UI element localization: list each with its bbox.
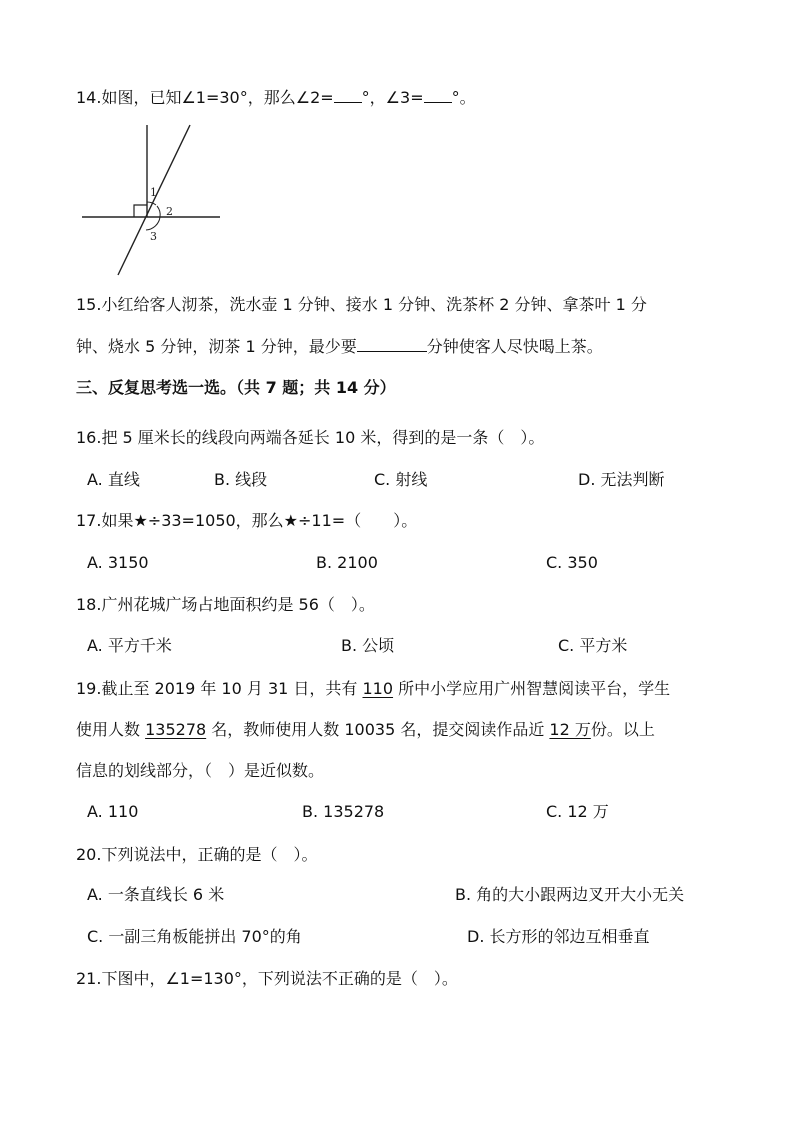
question-17-stem: 17.如果★÷33=1050，那么★÷11=（ ）。	[76, 511, 418, 530]
q19-option-c[interactable]: C. 12 万	[546, 802, 609, 821]
q17-option-c[interactable]: C. 350	[546, 553, 598, 572]
q18-option-c[interactable]: C. 平方米	[558, 636, 628, 655]
q16-option-c[interactable]: C. 射线	[374, 470, 428, 489]
q16-option-b[interactable]: B. 线段	[214, 470, 268, 489]
q19-underlined-12wan: 12 万	[549, 720, 591, 739]
question-20-stem: 20.下列说法中，正确的是（ ）。	[76, 845, 318, 864]
angle-arc-2	[157, 206, 160, 217]
q14-angle-figure	[78, 122, 228, 280]
question-14	[76, 88, 476, 108]
question-15-line2	[76, 337, 603, 357]
q19-text-2b: 名，教师使用人数 10035 名，提交阅读作品近	[206, 720, 550, 739]
question-21-stem: 21.下图中，∠1=130°，下列说法不正确的是（ ）。	[76, 969, 458, 988]
angle-label-1: 1	[150, 186, 157, 199]
question-16-stem: 16.把 5 厘米长的线段向两端各延长 10 米，得到的是一条（ ）。	[76, 428, 545, 447]
q19-underlined-135278: 135278	[145, 720, 207, 739]
angle-label-2: 2	[166, 205, 173, 218]
q19-option-a[interactable]: A. 110	[87, 802, 139, 821]
q19-text-2c: 份。以上	[590, 720, 655, 739]
q14-blank-angle3[interactable]	[424, 88, 452, 103]
q19-text-2a: 使用人数	[76, 720, 146, 739]
q20-option-a[interactable]: A. 一条直线长 6 米	[87, 885, 225, 904]
angle-label-3: 3	[150, 230, 157, 243]
q19-option-b[interactable]: B. 135278	[302, 802, 385, 821]
q15-text-b: 分钟使客人尽快喝上茶。	[426, 337, 603, 356]
question-19-line1	[76, 679, 670, 699]
slanted-line	[118, 125, 190, 275]
q18-option-b[interactable]: B. 公顷	[341, 636, 395, 655]
q19-text-1b: 所中小学应用广州智慧阅读平台，学生	[393, 679, 671, 698]
q20-option-b[interactable]: B. 角的大小跟两边叉开大小无关	[455, 885, 685, 904]
right-angle-mark	[134, 205, 147, 217]
q17-option-a[interactable]: A. 3150	[87, 553, 149, 572]
question-18-stem: 18.广州花城广场占地面积约是 56（ ）。	[76, 595, 375, 614]
question-19-line3: 信息的划线部分，（ ）是近似数。	[76, 761, 325, 780]
q15-text-a: 钟、烧水 5 分钟，沏茶 1 分钟，最少要	[76, 337, 357, 356]
q19-text-1a: 19.截止至 2019 年 10 月 31 日，共有	[76, 679, 363, 698]
q17-option-b[interactable]: B. 2100	[316, 553, 378, 572]
q19-underlined-110: 110	[362, 679, 394, 698]
q14-blank-angle2[interactable]	[334, 88, 362, 103]
angle-arc-3	[146, 217, 160, 230]
q18-option-a[interactable]: A. 平方千米	[87, 636, 172, 655]
q14-text-a: 14.如图，已知∠1=30°，那么∠2=	[76, 88, 334, 107]
question-15-line1: 15.小红给客人沏茶，洗水壶 1 分钟、接水 1 分钟、洗茶杯 2 分钟、拿茶叶 1 分	[76, 295, 647, 314]
q16-option-a[interactable]: A. 直线	[87, 470, 140, 489]
section-3-heading: 三、反复思考选一选。（共 7 题；共 14 分）	[76, 378, 396, 397]
question-19-line2	[76, 720, 655, 740]
q14-text-c: °。	[451, 88, 476, 107]
q20-option-d[interactable]: D. 长方形的邻边互相垂直	[467, 927, 650, 946]
q14-text-b: °，∠3=	[361, 88, 424, 107]
q20-option-c[interactable]: C. 一副三角板能拼出 70°的角	[87, 927, 302, 946]
q15-blank[interactable]	[357, 337, 427, 352]
q16-option-d[interactable]: D. 无法判断	[578, 470, 665, 489]
